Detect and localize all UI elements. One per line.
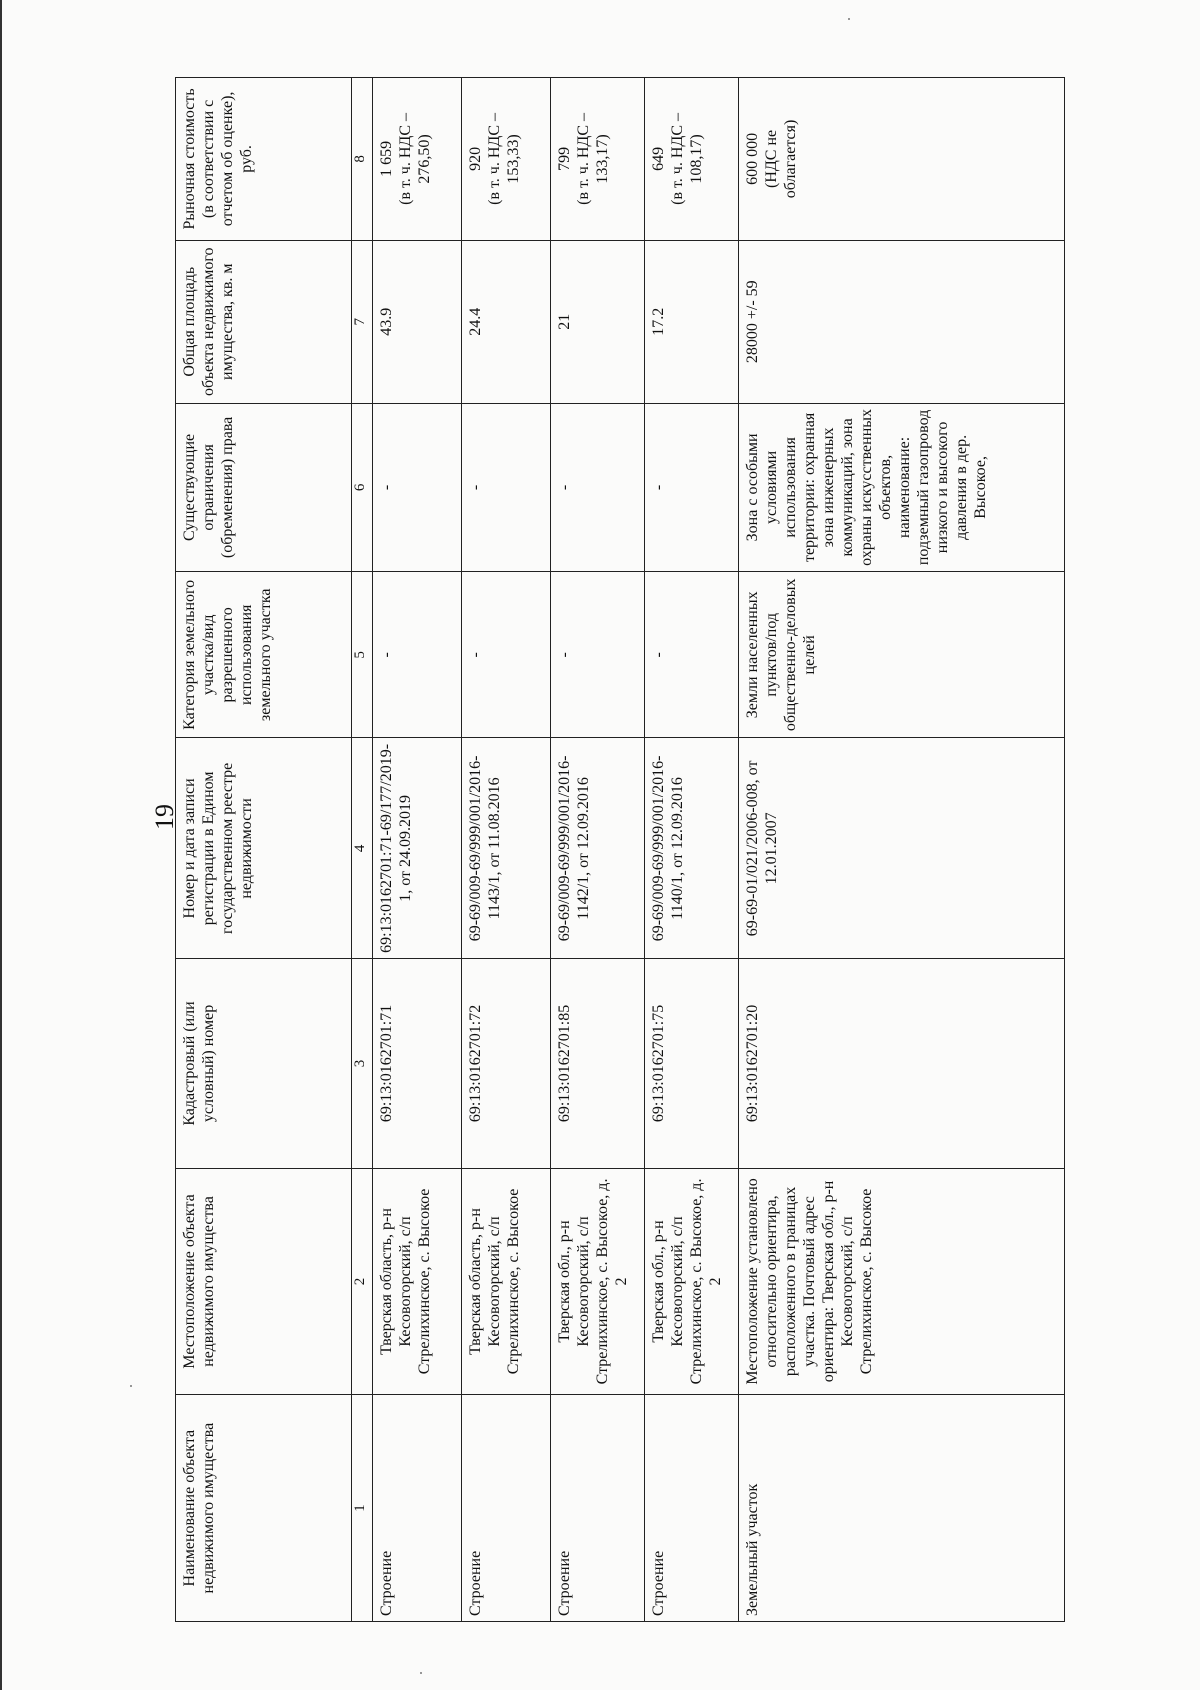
object-name-cell: Строение bbox=[645, 1395, 739, 1622]
area-cell: 28000 +/- 59 bbox=[739, 240, 1065, 403]
value-vat-amount: облагается) bbox=[782, 119, 800, 199]
land-category-cell: - bbox=[551, 572, 645, 738]
restrictions-cell: - bbox=[372, 403, 461, 572]
area-cell: 24.4 bbox=[461, 240, 550, 403]
table-row bbox=[551, 78, 645, 1622]
registration-record-cell: 69-69-01/021/2006-008, от 12.01.2007 bbox=[739, 738, 1065, 959]
scan-speck bbox=[420, 1672, 422, 1674]
column-number-cell: 1 bbox=[351, 1395, 372, 1622]
header-row bbox=[176, 78, 352, 1622]
area-cell: 17.2 bbox=[645, 240, 739, 403]
value-vat-note: (в т. ч. НДС – bbox=[485, 113, 503, 205]
restrictions-cell: - bbox=[461, 403, 550, 572]
scan-edge-line bbox=[0, 0, 2, 1690]
property-registry-table bbox=[175, 77, 1065, 1622]
column-number-cell: 8 bbox=[351, 78, 372, 241]
header-cell: Номер и дата записи регистрации в Едином государственном реестре недвижимости bbox=[176, 738, 352, 959]
location-cell: Местоположение установлено относительно ориентира, расположенного в границах участка. Почтовый адрес ориентира: Тверская обл., р-н Кесовогорский, с/п Стрелихинское, с. Высокое bbox=[739, 1168, 1065, 1395]
object-name-cell: Строение bbox=[372, 1395, 461, 1622]
object-name-cell: Строение bbox=[461, 1395, 550, 1622]
restrictions-cell: Зона с особыми условиями использования территории: охранная зона инженерных коммуникаций, зона охраны искусственных объектов, наименование: подземный газопровод низкого и высокого давления в дер. Высокое, bbox=[739, 403, 1065, 572]
scan-speck bbox=[130, 1385, 132, 1387]
header-cell: Существующие ограничения (обременения) права bbox=[176, 403, 352, 572]
header-cell: Рыночная стоимость (в соответствии с отчетом об оценке), руб. bbox=[176, 78, 352, 241]
market-value-cell bbox=[461, 78, 550, 241]
value-vat-amount: 108,17) bbox=[688, 134, 706, 184]
header-cell: Местоположение объекта недвижимого имущества bbox=[176, 1168, 352, 1395]
restrictions-cell: - bbox=[551, 403, 645, 572]
value-vat-amount: 133,17) bbox=[594, 134, 612, 184]
value-amount: 1 659 bbox=[377, 140, 395, 177]
column-number-cell: 2 bbox=[351, 1168, 372, 1395]
page-number: 19 bbox=[150, 804, 179, 830]
header-cell: Кадастровый (или условный) номер bbox=[176, 959, 352, 1168]
cadastral-number-cell: 69:13:0162701:75 bbox=[645, 959, 739, 1168]
value-vat-amount: 153,33) bbox=[504, 134, 522, 184]
market-value-cell bbox=[372, 78, 461, 241]
location-cell: Тверская обл., р-н Кесовогорский, с/п Стрелихинское, с. Высокое, д. 2 bbox=[645, 1168, 739, 1395]
location-cell: Тверская область, р-н Кесовогорский, с/п Стрелихинское, с. Высокое bbox=[372, 1168, 461, 1395]
market-value-cell bbox=[645, 78, 739, 241]
value-amount: 600 000 bbox=[744, 132, 762, 185]
value-vat-note: (в т. ч. НДС – bbox=[669, 113, 687, 205]
value-vat-note: (НДС не bbox=[763, 129, 781, 188]
cadastral-number-cell: 69:13:0162701:72 bbox=[461, 959, 550, 1168]
column-number-cell: 7 bbox=[351, 240, 372, 403]
value-amount: 920 bbox=[466, 146, 484, 171]
registration-record-cell: 69-69/009-69/999/001/2016-1143/1, от 11.08.2016 bbox=[461, 738, 550, 959]
value-vat-note: (в т. ч. НДС – bbox=[575, 113, 593, 205]
object-name-cell: Строение bbox=[551, 1395, 645, 1622]
land-category-cell: - bbox=[645, 572, 739, 738]
land-category-cell: Земли населенных пунктов/под общественно-деловых целей bbox=[739, 572, 1065, 738]
table-row bbox=[645, 78, 739, 1622]
value-vat-amount: 276,50) bbox=[415, 134, 433, 184]
cadastral-number-cell: 69:13:0162701:85 bbox=[551, 959, 645, 1168]
value-amount: 799 bbox=[556, 146, 574, 171]
column-number-row bbox=[351, 78, 372, 1622]
table-row bbox=[461, 78, 550, 1622]
area-cell: 21 bbox=[551, 240, 645, 403]
registration-record-cell: 69:13:0162701:71-69/177/2019-1, от 24.09.2019 bbox=[372, 738, 461, 959]
registration-record-cell: 69-69/009-69/999/001/2016-1140/1, от 12.09.2016 bbox=[645, 738, 739, 959]
column-number-cell: 4 bbox=[351, 738, 372, 959]
column-number-cell: 5 bbox=[351, 572, 372, 738]
table-row bbox=[372, 78, 461, 1622]
column-number-cell: 6 bbox=[351, 403, 372, 572]
rotated-table-container bbox=[175, 77, 1065, 1622]
header-cell: Категория земельного участка/вид разрешенного использования земельного участка bbox=[176, 572, 352, 738]
restrictions-cell: - bbox=[645, 403, 739, 572]
value-vat-note: (в т. ч. НДС – bbox=[396, 113, 414, 205]
header-cell: Общая площадь объекта недвижимого имущества, кв. м bbox=[176, 240, 352, 403]
market-value-cell bbox=[551, 78, 645, 241]
value-amount: 649 bbox=[650, 146, 668, 171]
land-category-cell: - bbox=[372, 572, 461, 738]
registration-record-cell: 69-69/009-69/999/001/2016-1142/1, от 12.09.2016 bbox=[551, 738, 645, 959]
cadastral-number-cell: 69:13:0162701:20 bbox=[739, 959, 1065, 1168]
header-cell: Наименование объекта недвижимого имущества bbox=[176, 1395, 352, 1622]
cadastral-number-cell: 69:13:0162701:71 bbox=[372, 959, 461, 1168]
object-name-cell: Земельный участок bbox=[739, 1395, 1065, 1622]
area-cell: 43.9 bbox=[372, 240, 461, 403]
scan-speck bbox=[848, 18, 850, 20]
column-number-cell: 3 bbox=[351, 959, 372, 1168]
location-cell: Тверская область, р-н Кесовогорский, с/п Стрелихинское, с. Высокое bbox=[461, 1168, 550, 1395]
market-value-cell bbox=[739, 78, 1065, 241]
location-cell: Тверская обл., р-н Кесовогорский, с/п Стрелихинское, с. Высокое, д. 2 bbox=[551, 1168, 645, 1395]
land-category-cell: - bbox=[461, 572, 550, 738]
table-row bbox=[739, 78, 1065, 1622]
